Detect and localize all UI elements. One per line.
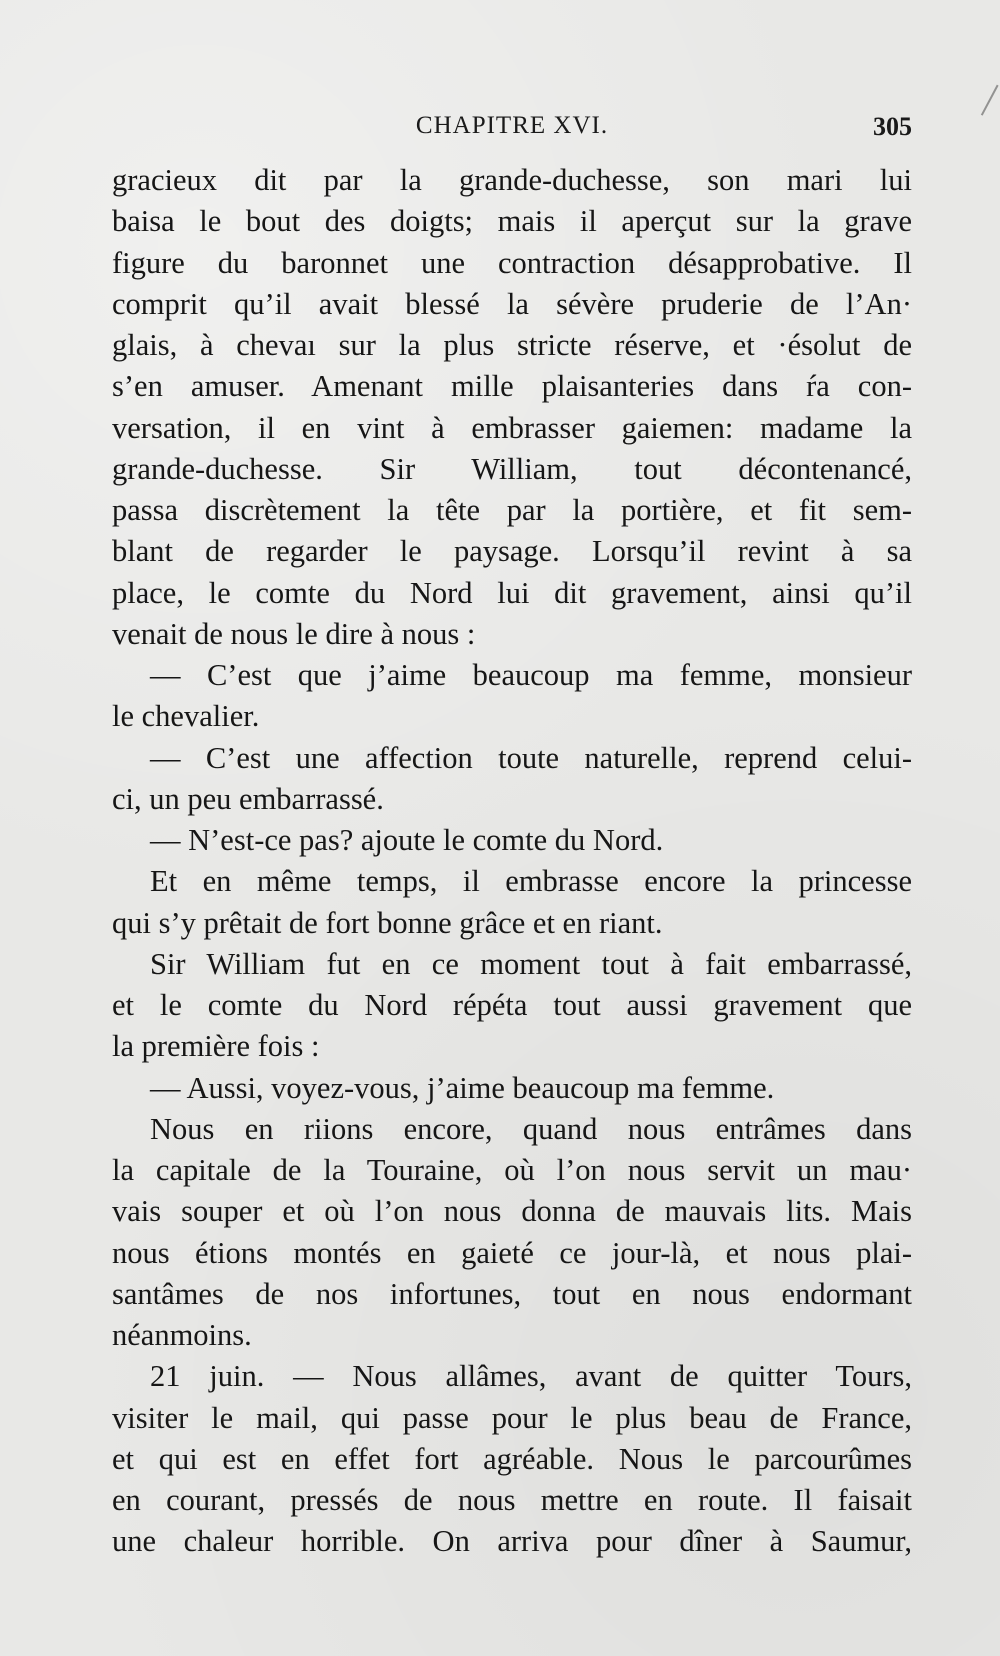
body-text [112, 160, 912, 1563]
text-line: ci, un peu embarrassé. [112, 781, 384, 816]
text-line: une chaleur horrible. On arriva pour dîner à Saumur, [112, 1524, 912, 1559]
text-line: la capitale de la Touraine, où l’on nous servit un mau· [112, 1153, 912, 1187]
text-line: visiter le mail, qui passe pour le plus beau de France, [112, 1400, 912, 1435]
text-line: santâmes de nos infortunes, tout en nous endormant [112, 1276, 912, 1311]
text-line: la première fois : [112, 1029, 320, 1064]
text-line: — Aussi, voyez-vous, j’aime beaucoup ma femme. [150, 1070, 775, 1105]
text-line: s’en amuser. Amenant mille plaisanteries dans ŕa con- [112, 369, 912, 404]
text-line: — C’est que j’aime beaucoup ma femme, monsieur [150, 658, 912, 692]
text-line: et le comte du Nord répéta tout aussi gravement que [112, 988, 912, 1022]
text-line: versation, il en vint à embrasser gaiemen: madame la [112, 410, 912, 445]
text-line: et qui est en effet fort agréable. Nous le parcourûmes [112, 1441, 912, 1476]
text-line: gracieux dit par la grande-duchesse, son mari lui [112, 163, 912, 197]
text-line: glais, à chevaı sur la plus stricte réserve, et ·ésolut de [112, 328, 912, 362]
text-line: passa discrètement la tête par la portière, et fit sem- [112, 493, 912, 527]
text-line: figure du baronnet une contraction désapprobative. Il [112, 245, 912, 280]
text-line: — N’est-ce pas? ajoute le comte du Nord. [150, 823, 664, 857]
text-line: baisa le bout des doigts; mais il aperçut sur la grave [112, 204, 912, 239]
text-line: comprit qu’il avait blessé la sévère pruderie de l’An· [112, 286, 912, 321]
text-line: — C’est une affection toute naturelle, reprend celui- [150, 740, 912, 775]
text-line: place, le comte du Nord lui dit gravement, ainsi qu’il [112, 575, 912, 610]
text-line: Sir William fut en ce moment tout à fait embarrassé, [150, 946, 912, 981]
chapter-title: CHAPITRE XVI. [415, 112, 609, 139]
text-line: en courant, pressés de nous mettre en route. Il faisait [112, 1483, 912, 1517]
running-head [112, 112, 912, 148]
text-line: blant de regarder le paysage. Lorsqu’il revint à sa [112, 534, 912, 569]
text-line: qui s’y prêtait de fort bonne grâce et en riant. [112, 905, 663, 940]
page-number: 305 [873, 112, 912, 141]
text-line: néanmoins. [112, 1318, 252, 1352]
text-line: grande-duchesse. Sir William, tout décontenancé, [112, 451, 912, 486]
text-line: le chevalier. [112, 699, 260, 734]
text-line: nous étions montés en gaieté ce jour-là, et nous plai- [112, 1235, 912, 1270]
text-line: 21 juin. — Nous allâmes, avant de quitter Tours, [150, 1359, 912, 1394]
page-margin-mark [961, 74, 998, 115]
text-line: Et en même temps, il embrasse encore la princesse [150, 864, 912, 899]
text-line: Nous en riions encore, quand nous entrâmes dans [150, 1111, 912, 1146]
text-line: vais souper et où l’on nous donna de mauvais lits. Mais [112, 1194, 912, 1229]
text-line: venait de nous le dire à nous : [112, 616, 476, 651]
